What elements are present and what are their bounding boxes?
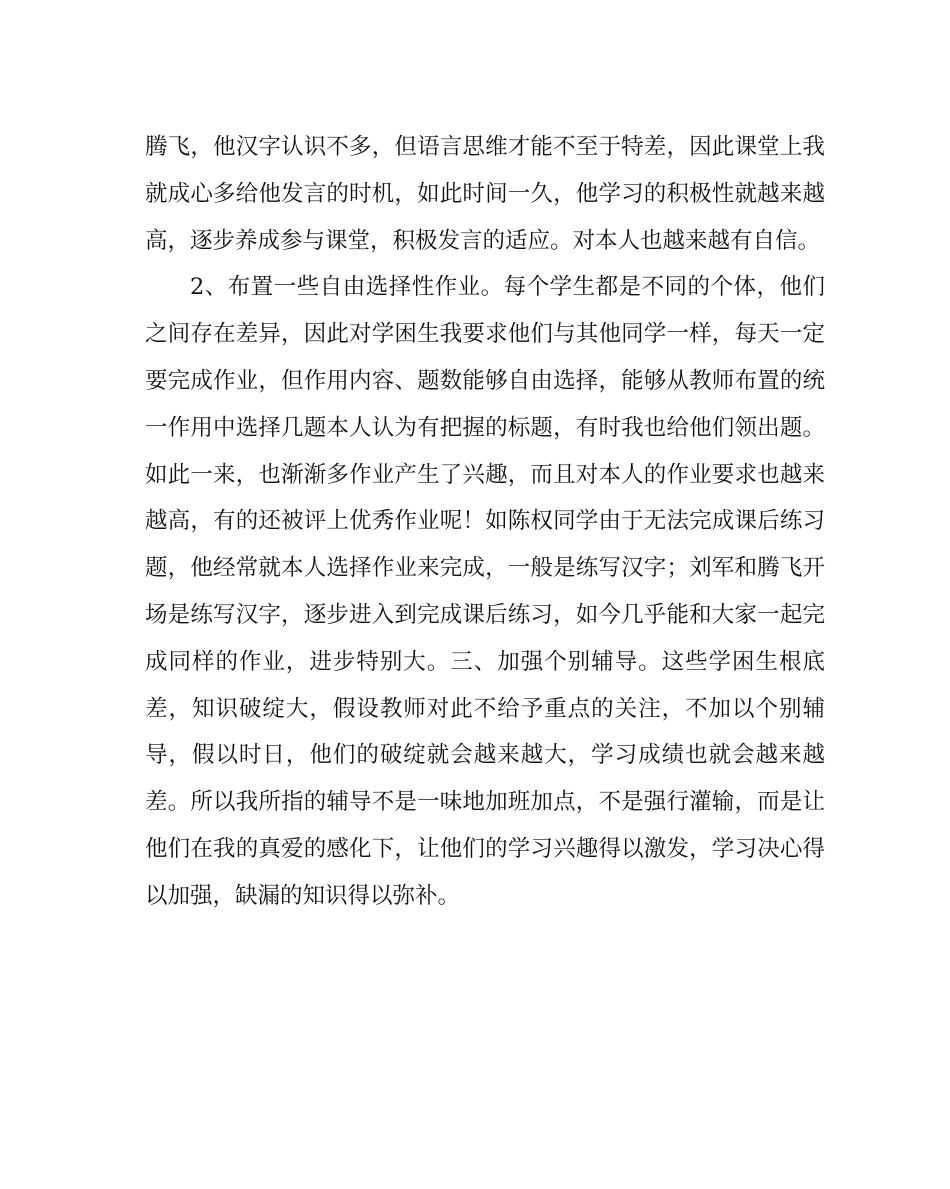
text-line: 一作用中选择几题本人认为有把握的标题，有时我也给他们领出题。 [145, 414, 825, 441]
text-line: 场是练写汉字，逐步进入到完成课后练习，如今几乎能和大家一起完 [145, 601, 825, 628]
text-line: 他们在我的真爱的感化下，让他们的学习兴趣得以激发，学习决心得 [145, 835, 825, 862]
text-line: 2、布置一些自由选择性作业。每个学生都是不同的个体，他们 [190, 274, 825, 301]
text-line: 高，逐步养成参与课堂，积极发言的适应。对本人也越来越有自信。 [145, 227, 821, 254]
text-line: 越高，有的还被评上优秀作业呢！如陈权同学由于无法完成课后练习 [145, 508, 825, 535]
text-line: 腾飞，他汉字认识不多，但语言思维才能不至于特差，因此课堂上我 [145, 134, 825, 160]
text-line: 题，他经常就本人选择作业来完成，一般是练写汉字；刘军和腾飞开 [145, 555, 825, 582]
body-text [145, 124, 825, 920]
text-line: 要完成作业，但作用内容、题数能够自由选择，能够从教师布置的统 [145, 367, 825, 394]
text-line: 就成心多给他发言的时机，如此时间一久，他学习的积极性就越来越 [145, 180, 825, 207]
text-line: 差，知识破绽大，假设教师对此不给予重点的关注，不加以个别辅 [145, 695, 825, 722]
text-line: 以加强，缺漏的知识得以弥补。 [145, 882, 461, 909]
text-line: 如此一来，也渐渐多作业产生了兴趣，而且对本人的作业要求也越来 [145, 461, 825, 488]
text-line: 导，假以时日，他们的破绽就会越来越大，学习成绩也就会越来越 [145, 742, 825, 769]
text-line: 差。所以我所指的辅导不是一味地加班加点，不是强行灌输，而是让 [145, 789, 825, 816]
text-line: 之间存在差异，因此对学困生我要求他们与其他同学一样，每天一定 [145, 321, 825, 348]
text-line: 成同样的作业，进步特别大。三、加强个别辅导。这些学困生根底 [145, 648, 825, 675]
